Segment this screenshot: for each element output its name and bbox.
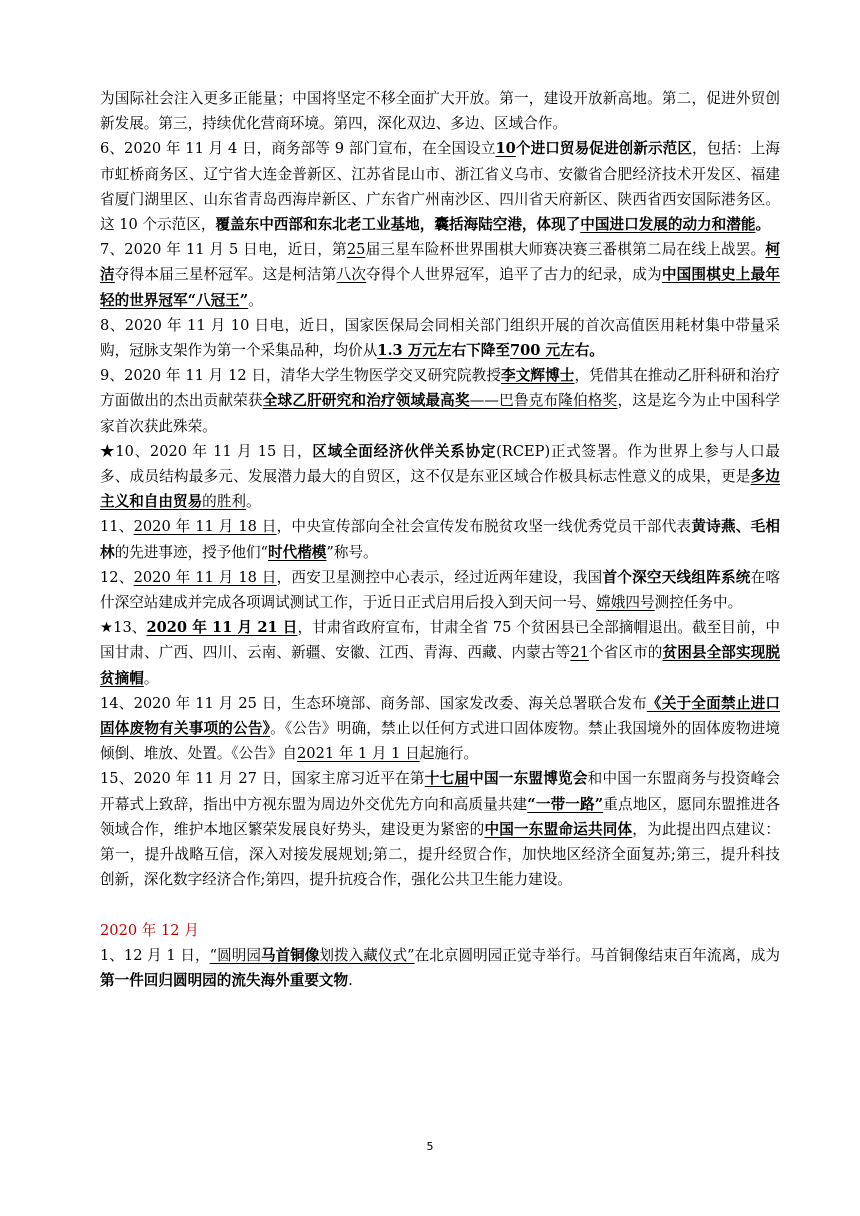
underlined-text: 柯洁 <box>100 241 780 284</box>
text-span: 。 <box>245 493 261 511</box>
bold-text: 左右。 <box>560 342 604 360</box>
text-span: 个省区市的 <box>588 644 663 662</box>
text-span: 。 <box>143 669 159 687</box>
month-heading: 2020 年 12 月 <box>100 921 199 939</box>
item-8 <box>100 313 780 363</box>
bold-text: 区域全面经济伙伴关系协定 <box>312 442 497 460</box>
underlined-text: 《关于全面禁止进口固体废物有关事项的公告》 <box>100 694 780 738</box>
underlined-text: 马首铜像 <box>260 946 320 964</box>
text-span: 夺得本届三星杯冠军。这是柯洁第 <box>114 266 337 284</box>
text-span: ，这是迄今为止中国科学家首次获此殊荣。 <box>100 392 780 435</box>
underlined-text: “一带一路” <box>527 795 604 813</box>
text-span: 7、2020 年 11 月 5 日电，近日，第 <box>100 241 347 259</box>
item-7 <box>100 237 780 313</box>
text-span: 15、2020 年 11 月 27 日，国家主席习近平在第 <box>100 770 425 788</box>
bold-text: 第一件回归圆明园的流失海外重要文物 <box>100 971 349 989</box>
page-number: 5 <box>426 1140 434 1153</box>
item-13 <box>100 615 780 691</box>
text-span: 为国际社会注入更多正能量；中国将坚定不移全面扩大开放。第一，建设开放新高地。第二，促进外贸创新发展。第三，持续优化营商环境。第四，深化双边、多边、区域合作。 <box>100 90 780 133</box>
text-span: ★13、 <box>100 619 147 637</box>
item-11 <box>100 514 780 564</box>
underlined-text: 十七届 <box>424 770 470 788</box>
underlined-text: 嫦娥四号 <box>596 594 655 612</box>
text-span: 。 <box>248 291 263 309</box>
paragraph-continuation <box>100 86 780 136</box>
underlined-text: “八冠王” <box>187 291 249 309</box>
item-6 <box>100 136 780 237</box>
underlined-text: 2020 年 11 月 18 日 <box>133 518 277 536</box>
text-span: 和中国一东盟商务与投资峰会开幕式上致辞，指出中方视东盟为周边外交优先方向和高质量共建 <box>100 770 780 813</box>
underlined-text: 700 元 <box>509 342 561 360</box>
text-span: 起施行。 <box>419 745 479 763</box>
text-span: 12、 <box>100 568 134 586</box>
bold-text: 覆盖东中西部和东北老工业基地 <box>215 216 420 234</box>
underlined-text: 八次 <box>336 266 367 284</box>
item-dec-1 <box>100 943 780 993</box>
text-span: 在喀什深空站建成并完成各项调试测试工作，于近日正式启用后投入到天问一号、 <box>100 568 780 612</box>
text-span: ”称号。 <box>326 543 378 561</box>
underlined-text: “圆明园 <box>209 946 261 964</box>
underlined-text: 贫困县全部实现脱贫摘帽 <box>100 644 780 687</box>
underlined-text: 全球乙肝研究和治疗领域最高奖 <box>262 392 470 410</box>
bold-text: ，囊括海陆空港，体现了 <box>419 216 581 234</box>
underlined-text: 2021 年 1 月 1 日 <box>297 745 420 763</box>
underlined-text: 李文辉博士 <box>501 367 575 385</box>
underlined-text: 2020 年 11 月 18 日 <box>133 568 277 586</box>
underlined-text: 10 <box>495 140 516 158</box>
underlined-text: 21 <box>570 644 589 662</box>
text-span: (RCEP)正式签署。作为世界上参与人口最多、成员结构最多元、发展潜力最大的自贸区，这不仅是东亚区域合作极具标志性意义的成果，更是 <box>100 442 780 486</box>
item-12 <box>100 565 780 615</box>
underlined-text: 中国进口发展的动力和潜能 <box>580 216 756 234</box>
text-span: ，凭借其在推动乙肝科研和治疗方面做出的杰出贡献荣获 <box>100 367 780 410</box>
item-15 <box>100 766 780 892</box>
text-span: 在北京圆明园正觉寺举行。马首铜像结束百年流离，成为 <box>414 946 780 964</box>
text-span: 11、 <box>100 518 134 536</box>
text-span: 。《公告》明确，禁止以任何方式进口固体废物。禁止我国境外的固体废物进境倾倒、堆放、处置。《公告》自 <box>100 720 780 763</box>
underlined-text: 划拨入藏仪式” <box>319 946 415 964</box>
item-9 <box>100 363 780 439</box>
underlined-text: 时代楷模 <box>268 543 327 561</box>
text-span: ，中央宣传部向全社会宣传发布脱贫攻坚一线优秀党员干部代表 <box>276 518 692 536</box>
text-span: 8、2020 年 11 月 10 日电，近日，国家医保局会同相关部门组织开展的首次高值医用耗材集中带量采购，冠脉支架作为第一个采集品种，均价从 <box>100 316 780 360</box>
text-span: ★10、2020 年 11 月 15 日， <box>100 442 313 460</box>
item-10 <box>100 439 780 515</box>
underlined-text: 中国一东盟命运共同体 <box>484 820 633 838</box>
underlined-text: 的胜利 <box>202 493 246 511</box>
text-span: ，为此提出四点建议：第一，提升战略互信，深入对接发展规划;第二，提升经贸合作，加快地区经济全面复苏;第三，提升科技创新，深化数字经济合作;第四，提升抗疫合作，强化公共卫生能力建设。 <box>100 820 780 889</box>
text-span: 6、2020 年 11 月 4 日，商务部等 9 部门宣布，在全国设立 <box>100 140 496 158</box>
document-body <box>100 86 780 993</box>
underlined-text: 多边主义和自由贸易 <box>100 468 780 511</box>
text-span: . <box>348 971 353 989</box>
bold-text: 个进口贸易促进创新示范区 <box>515 140 693 158</box>
underlined-text: 25 <box>346 241 366 259</box>
text-span: 届三星车险杯世界围棋大师赛决赛三番棋第二局在线上战罢。 <box>365 241 766 259</box>
text-span: ，包括：上海市虹桥商务区、辽宁省大连金普新区、江苏省昆山市、浙江省义乌市、安徽省合肥经济技术开发区、福建省厦门湖里区、山东省青岛西海岸新区、广东省广州南沙区、四川省天府新区、陕西省西安国际港务区。这 10 个示范区， <box>100 140 780 234</box>
underlined-text: ——巴鲁克布隆伯格奖 <box>469 392 618 410</box>
item-14 <box>100 691 780 767</box>
underlined-text: 中国围棋史上最年轻的世界冠军 <box>100 266 780 309</box>
bold-text: 左右下降至 <box>436 342 510 360</box>
text-span: ，甘肃省政府宣布，甘肃全省 75 个贫困县已全部摘帽退出。截至目前，中国甘肃、广西、四川、云南、新疆、安徽、江西、青海、西藏、内蒙古等 <box>100 619 781 662</box>
text-span: 的先进事迹，授予他们“ <box>114 543 269 561</box>
underlined-text: 1.3 万元 <box>377 342 437 360</box>
bold-text: 首个深空天线组阵系统 <box>602 568 751 586</box>
underlined-text: 2020 年 11 月 21 日 <box>146 619 298 637</box>
text-span: 夺得个人世界冠军，追平了古力的纪录，成为 <box>366 266 662 284</box>
text-span: 。 <box>755 216 771 234</box>
text-span: 1、12 月 1 日， <box>100 946 210 964</box>
bold-text: 黄诗燕、毛相林 <box>100 518 780 561</box>
text-span: 9、2020 年 11 月 12 日，清华大学生物医学交叉研究院教授 <box>100 367 502 385</box>
text-span: 14、2020 年 11 月 25 日，生态环境部、商务部、国家发改委、海关总署联合发布 <box>100 694 647 712</box>
text-span: 重点地区，愿同东盟推进各领域合作，维护本地区繁荣发展良好势头，建设更为紧密的 <box>100 795 780 838</box>
bold-text: 中国一东盟博览会 <box>469 770 588 788</box>
text-span: 测控任务中。 <box>654 594 743 612</box>
text-span: ，西安卫星测控中心表示，经过近两年建设，我国 <box>276 568 603 586</box>
